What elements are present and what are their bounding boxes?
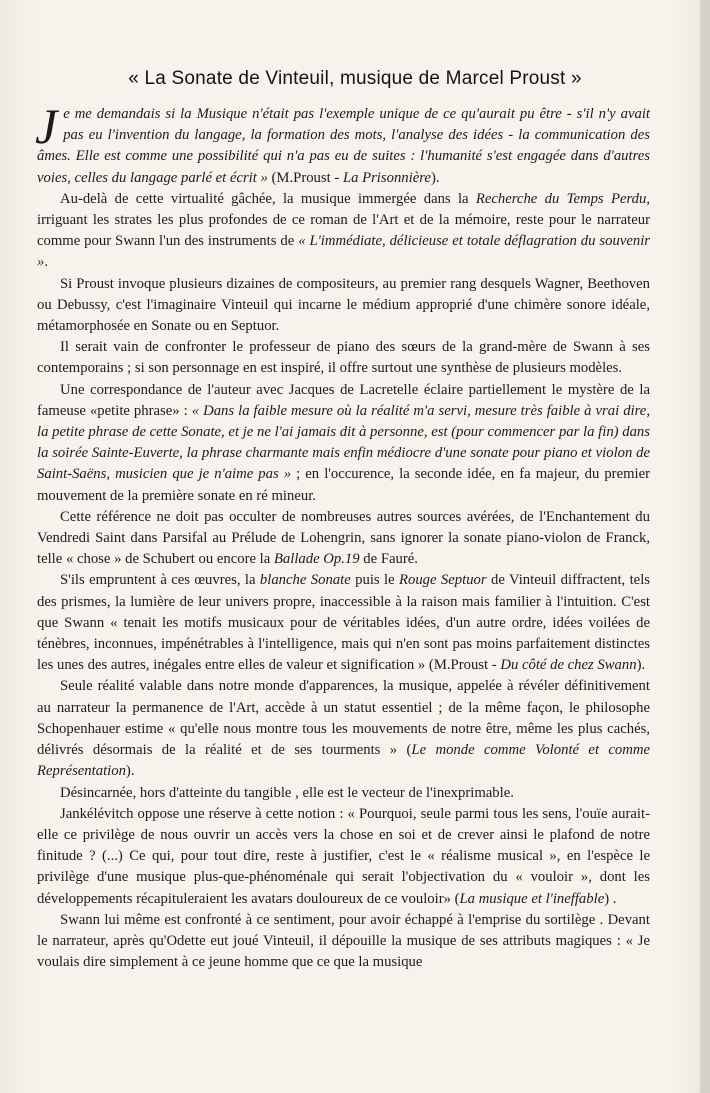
text-run: Cette référence ne doit pas occulter de nombreuses autres sources avérées, de l'Enchantement du Vendredi Saint dans Parsifal au Prélude de Lohengrin, sans ignorer la sonate piano-violon de Franck, telle « chose » de Schubert ou encore la — [37, 508, 650, 568]
paragraph — [37, 676, 650, 782]
text-run: . — [44, 254, 49, 271]
italic-text: La musique et l'ineffable — [459, 890, 605, 907]
italic-text: Le monde comme Volonté et comme Représentation — [37, 742, 650, 780]
paragraph — [37, 783, 650, 804]
paragraph — [37, 570, 650, 676]
text-run: puis le — [350, 572, 400, 589]
italic-text: « Dans la faible mesure où la réalité m'a servi, mesure très faible à vrai dire, la petite phrase de cette Sonate, et je ne l'ai jamais dit à personne, est (pour commencer par la fin) dans la soirée Sainte-Euverte, la phrase charmante mais enfin médiocre d'une sonate pour piano et violon de Saint-Saëns, musicien que je n'aime pas » — [37, 402, 650, 483]
italic-text: Recherche du Temps Perdu — [475, 190, 647, 207]
text-run: S'ils empruntent à ces œuvres, la — [60, 572, 260, 589]
italic-text: blanche Sonate — [259, 572, 351, 589]
text-run: Swann lui même est confronté à ce sentiment, pour avoir échappé à l'emprise du sortilège . Devant le narrateur, après qu'Odette eut joué Vinteuil, il dépouille la musique de ses attributs magiques : « Je voulais dire simplement à ce jeune homme que ce que la musique — [37, 911, 650, 971]
paragraph — [35, 98, 650, 189]
document-title: « La Sonate de Vinteuil, musique de Marcel Proust » — [128, 68, 582, 89]
italic-text: Rouge Septuor — [399, 572, 487, 589]
paragraph — [37, 274, 650, 338]
text-run: Seule réalité valable dans notre monde d'apparences, la musique, appelée à révéler définitivement au narrateur la permanence de l'Art, accède à un statut essentiel ; de la même façon, le philosophe Schopenhauer estime « qu'elle nous montre tous les mouvements de notre être, même les plus cachés, délivrés désormais de la réalité et de ses tourments » ( — [37, 678, 650, 759]
paragraph — [37, 507, 650, 571]
paragraph — [37, 910, 650, 974]
text-run: Désincarnée, hors d'atteinte du tangible , elle est le vecteur de l'inexprimable. — [60, 784, 514, 801]
italic-text: e me demandais si la Musique n'était pas l'exemple unique de ce qu'aurait pu être - s'il n'y avait pas eu l'invention du langage, la formation des mots, l'analyse des idées - la communication des âmes. Elle est comme une possibilité qui n'a pas eu de suites : l'humanité s'est engagée dans d'autres voies, celles du langage parlé et écrit » — [37, 106, 650, 186]
italic-text: La Prisonnière — [342, 169, 431, 186]
text-run: Si Proust invoque plusieurs dizaines de compositeurs, au premier rang desquels Wagner, Beethoven ou Debussy, c'est l'imaginaire Vinteuil qui incarne le médium approprié d'une chimère sonore idéale, métamorphosée en Sonate ou en Septuor. — [37, 275, 650, 335]
italic-text: Ballade Op.19 — [273, 551, 360, 568]
text-run: ) . — [604, 890, 617, 907]
text-run: Jankélévitch oppose une réserve à cette notion : « Pourquoi, seule parmi tous les sens, l'ouïe aurait-elle ce privilège de nous ouvrir un accès vers la chose en soi et de crever ainsi le plafond de notre finitude ? (...) Ce qui, pour tout dire, reste à justifier, c'est le « réalisme musical », en l'espèce le privilège d'une musique plus-que-phénoménale qui serait l'objectivation du « vouloir », dont les développements récapituleraient les avatars douloureux de ce vouloir» ( — [37, 805, 650, 907]
paragraph — [37, 380, 650, 507]
text-run: Une correspondance de l'auteur avec Jacques de Lacretelle éclaire partiellement le mystère de la fameuse «petite phrase» : — [37, 381, 650, 419]
drop-cap: J — [35, 98, 58, 154]
text-run: ; en l'occurence, la seconde idée, en fa majeur, du premier mouvement de la première sonate en ré mineur. — [37, 466, 651, 504]
paragraph — [37, 804, 650, 910]
italic-text: Du côté de chez Swann — [500, 657, 637, 674]
text-run: ). — [430, 169, 440, 186]
paragraph — [37, 189, 650, 274]
text-run: Il serait vain de confronter le professeur de piano des sœurs de la grand-mère de Swann à ses contemporains ; si son personnage en est inspiré, il offre surtout une synthèse de plusieurs modèles. — [37, 339, 650, 377]
document-body — [35, 98, 651, 973]
page-edge — [700, 0, 710, 1093]
text-run: Au-delà de cette virtualité gâchée, la musique immergée dans la — [60, 190, 476, 207]
text-run: de Fauré. — [359, 551, 418, 568]
text-run: , irriguant les strates les plus profondes de ce roman de l'Art et de la mémoire, reste pour le narrateur comme pour Swann l'un des instruments de — [37, 190, 650, 250]
text-run: (M.Proust - — [267, 169, 343, 186]
text-run: ). — [125, 763, 135, 780]
paragraph — [37, 337, 650, 379]
italic-text: « L'immédiate, délicieuse et totale déflagration du souvenir » — [37, 233, 651, 271]
text-run: ). — [636, 657, 646, 674]
text-run: de Vinteuil diffractent, tels des prismes, la lumière de leur univers propre, inaccessible à la raison mais familier à l'intuition. C'est que Swann « tenait les motifs musicaux pour de véritables idées, d'un autre ordre, idées voilées de ténèbres, inconnues, impénétrables à l'intelligence, mais qui n'en sont pas moins parfaitement distinctes les unes des autres, inégales entre elles de valeur et signification » (M.Proust - — [37, 572, 650, 674]
